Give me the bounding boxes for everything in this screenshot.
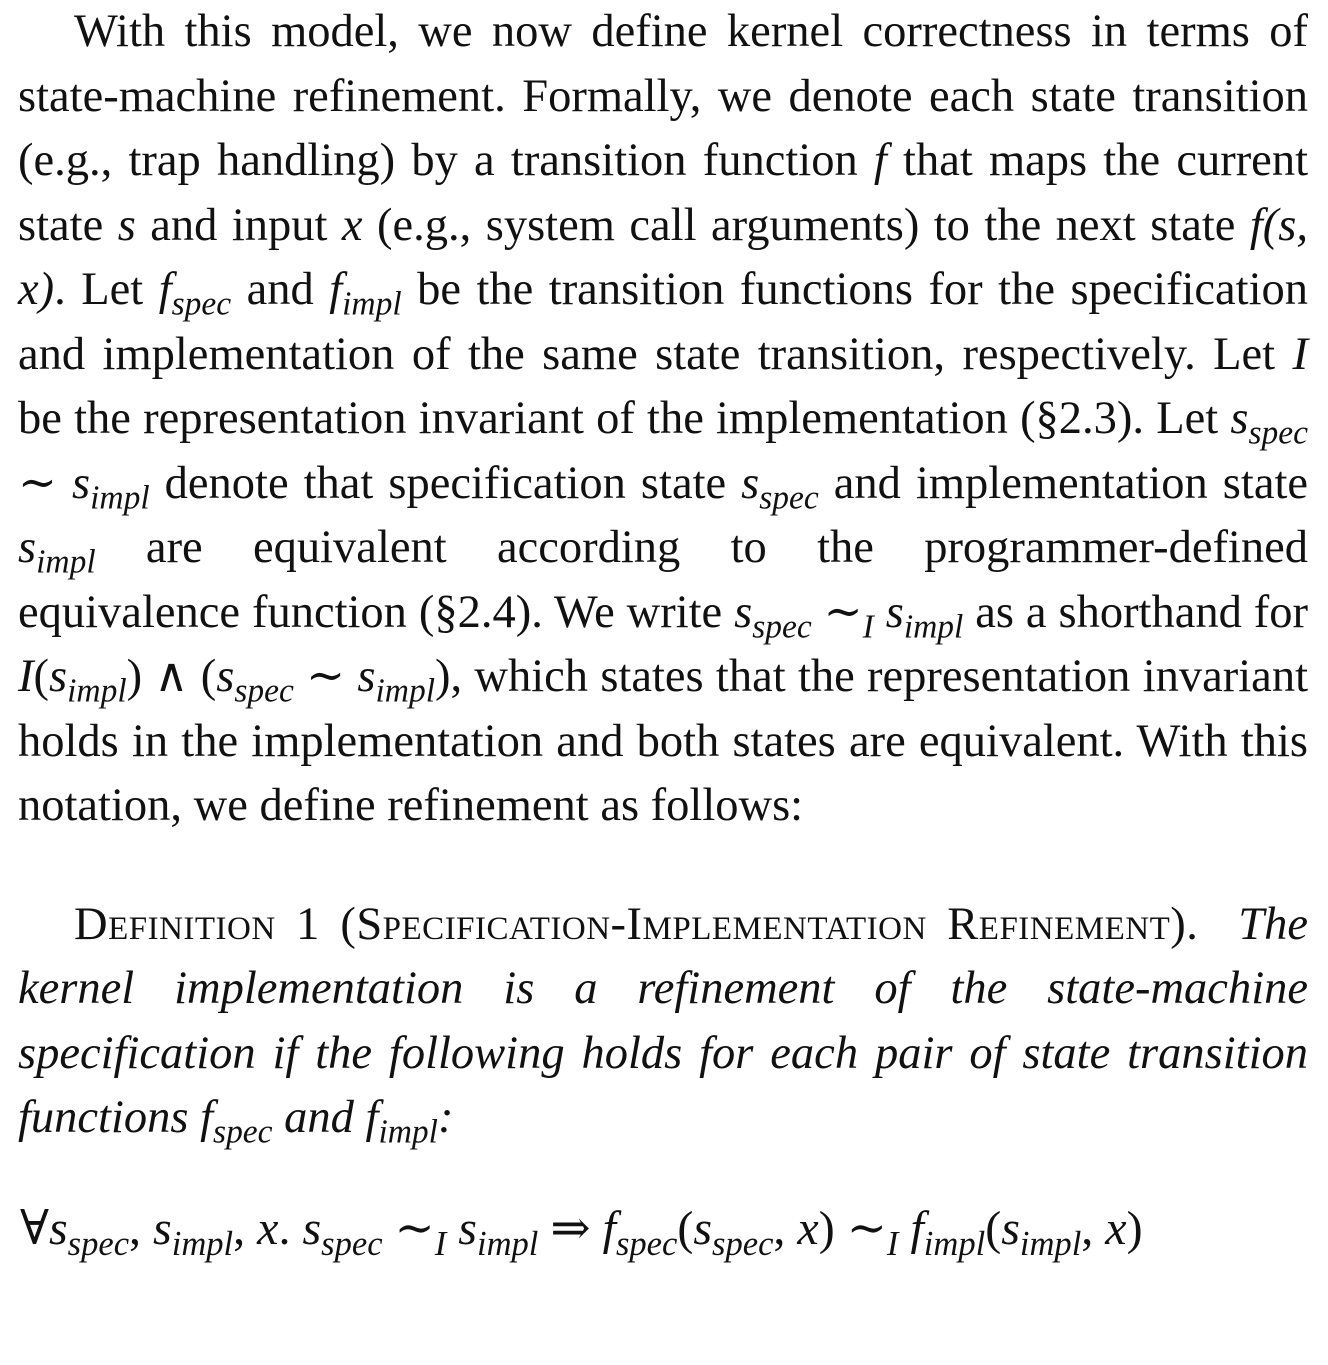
text-segment: and implementation state: [818, 457, 1309, 509]
math-I: I: [1292, 328, 1308, 380]
text-segment: . Let: [54, 264, 159, 315]
math-f-spec: $f_{spec}$: [200, 1092, 273, 1151]
math-equiv-I: $\sim_I$: [823, 586, 874, 646]
math-s-impl: $s_{impl}$: [72, 457, 150, 517]
text-segment: are equivalent according to the programmer-defined equivalence function (§2.4). We write: [18, 522, 1308, 638]
text-segment: be the transition functions for the specification and implementation of the same state transition, respectively. Let: [18, 264, 1309, 380]
text-segment: that maps the current state: [18, 135, 1308, 251]
refinement-formula: $\forall s_{spec}$, $s_{impl}$, x. $s_{spec}$ $\sim_I$ $s_{impl}$ ⇒ $f_{spec}(s_{spec}$, x) $\sim_I$ $f_{impl}(s_{impl}$, x): [20, 1202, 1143, 1264]
body-paragraph: [18, 0, 1308, 839]
math-s-spec: $s_{spec}$: [1230, 393, 1308, 452]
text-segment: and: [231, 264, 330, 315]
math-f-of-s-x: f(s, x): [18, 199, 1308, 315]
text-segment: denote that specification state: [149, 457, 742, 509]
math-s-spec: $s_{spec}$: [734, 586, 812, 646]
definition-block: [18, 893, 1308, 1151]
math-f-impl: $f_{impl}$: [365, 1092, 438, 1151]
math-f-impl: $f_{impl}$: [329, 264, 402, 323]
math-x: x: [341, 199, 363, 251]
math-s-impl: $s_{impl}$: [885, 586, 964, 646]
text-segment: as a shorthand for: [963, 586, 1309, 638]
text-segment: ), which states that the representation invariant holds in the implementation and both states are equivalent. With this notation, we define refinement as follows:: [18, 651, 1308, 831]
math-f-spec: $f_{spec}$: [158, 264, 232, 323]
math-equiv: ∼: [18, 457, 57, 509]
math-s-spec: $s_{spec}$: [741, 457, 819, 517]
math-s: s: [117, 199, 136, 251]
paper-page: [18, 0, 1309, 1264]
math-f: f: [873, 135, 887, 186]
math-shorthand: $I(s_{impl})$ ∧ ($s_{spec}$ ∼ $s_{impl}$: [18, 651, 435, 710]
text-segment: With this model, we now define kernel correctness in terms of state-machine refinement. Formally, we denote each state transition (e.g., trap handling) by a transition function: [18, 6, 1308, 186]
text-segment: and input: [135, 199, 342, 251]
definition-body: The kernel implementation is a refinement of the state-machine specification if the following holds for each pair of state transition functions $f_{spec}$ and $f_{impl}$:: [18, 898, 1308, 1151]
text-segment: be the representation invariant of the implementation (§2.3). Let: [18, 393, 1231, 444]
text-segment: (e.g., system call arguments) to the next state: [362, 199, 1250, 251]
definition-heading: Definition 1 (Specification-Implementation Refinement).: [74, 898, 1199, 950]
math-s-impl: $s_{impl}$: [18, 522, 96, 581]
